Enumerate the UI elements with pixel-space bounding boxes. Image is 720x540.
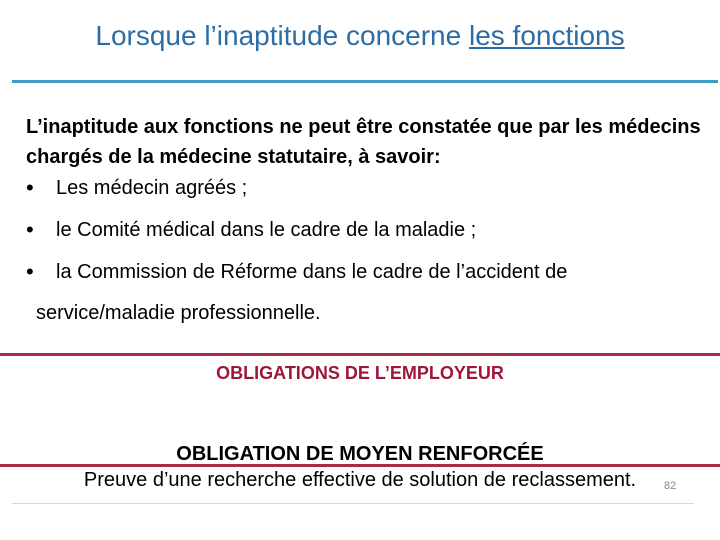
- page-number: 82: [664, 480, 677, 492]
- bullet-dot-icon: •: [26, 259, 34, 284]
- bullet-text: Les médecin agréés ;: [56, 177, 248, 199]
- obligation-moyen-heading: OBLIGATION DE MOYEN RENFORCÉE: [176, 443, 544, 465]
- slide-title-prefix: Lorsque l’inaptitude concerne: [95, 20, 469, 51]
- slide-title-underlined: les fonctions: [468, 20, 625, 51]
- intro-paragraph: L’inaptitude aux fonctions ne peut être constatée que par les médecins chargés de la médecine statutaire, à savoir:: [26, 116, 701, 168]
- title-divider: [12, 80, 718, 83]
- obligations-heading: OBLIGATIONS DE L’EMPLOYEUR: [216, 363, 504, 383]
- bullet-text: la Commission de Réforme dans le cadre de l’accident de: [56, 261, 568, 283]
- bullet-continuation: service/maladie professionnelle.: [36, 302, 321, 324]
- bullet-dot-icon: •: [26, 175, 34, 200]
- bullet-text: le Comité médical dans le cadre de la maladie ;: [56, 219, 477, 241]
- slide-title: [0, 20, 720, 52]
- obligation-preuve-text: Preuve d’une recherche effective de solution de reclassement.: [83, 469, 637, 491]
- bullet-dot-icon: •: [26, 217, 34, 242]
- footer-divider: [12, 503, 694, 504]
